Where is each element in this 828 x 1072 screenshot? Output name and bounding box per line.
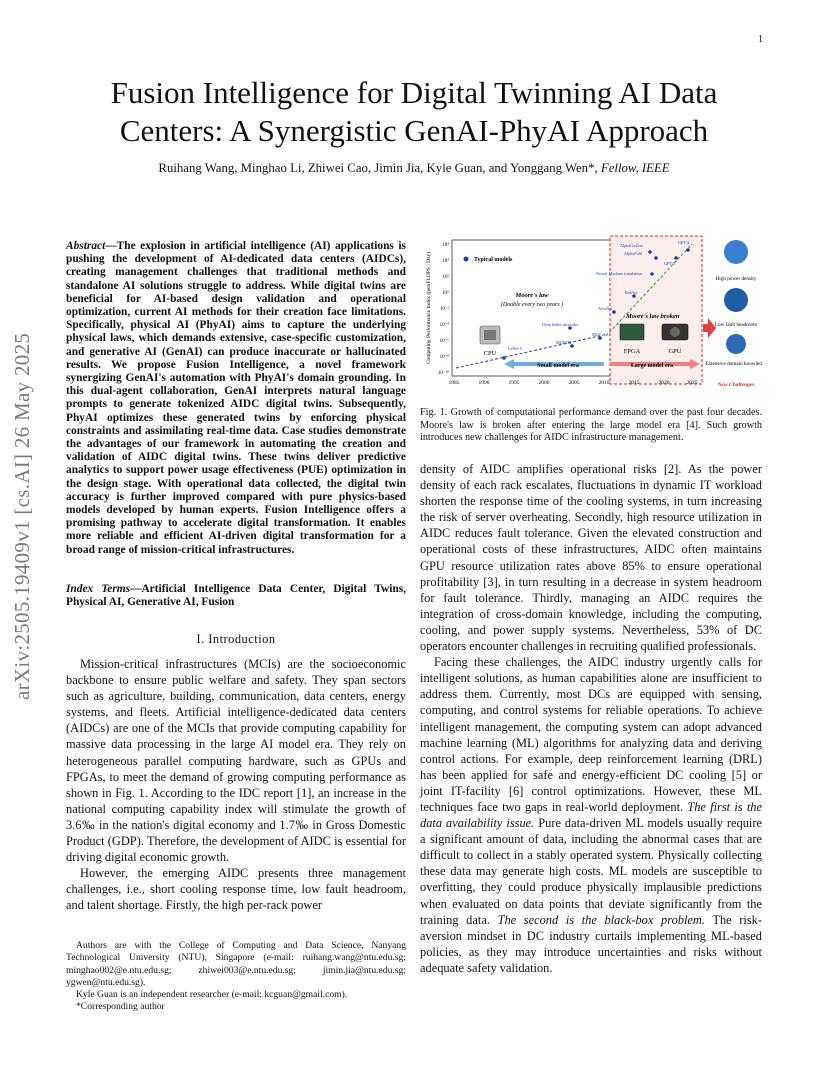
arxiv-stamp: arXiv:2505.19409v1 [cs.AI] 26 May 2025 — [10, 332, 34, 700]
data-point — [686, 248, 690, 252]
point-label: Neural Machine translation — [596, 271, 642, 276]
page-number: 1 — [758, 34, 763, 45]
y-axis-label: Computing Performance Index (petaFLOPS / Day) — [426, 251, 432, 365]
footnote-corresponding: *Corresponding author — [76, 1001, 165, 1013]
point-label: MLP — [592, 332, 601, 337]
ytick: 10⁻⁸ — [439, 355, 449, 360]
author-list — [60, 161, 768, 176]
xtick: 1990 — [478, 380, 490, 386]
small-era-label: Small model era — [537, 363, 579, 369]
right-paragraph-2-text-c: The risk-aversion mindset in DC industry curtails implementing ML-based policies, as they may introduce uncertainties and risks without adequate safety validation. — [420, 912, 762, 975]
cpu-label: CPU — [483, 350, 497, 357]
ytick: 10⁻⁶ — [439, 339, 449, 344]
data-point — [612, 310, 616, 314]
point-label: AlphaGoZero — [620, 243, 644, 248]
point-label: AlphaFold — [624, 251, 642, 256]
right-paragraph-2-emphasis-2: The second is the black-box problem. — [497, 912, 705, 927]
legend-label: Typical models — [474, 257, 513, 263]
index-terms — [66, 583, 406, 609]
ytick: 10⁴ — [442, 243, 449, 248]
ytick: 10⁰ — [441, 291, 449, 296]
fpga-icon — [620, 324, 644, 340]
data-point — [654, 256, 658, 260]
fpga-label: FPGA — [623, 348, 641, 355]
index-terms-label: Index Terms — [66, 583, 131, 595]
challenge-label: Extensive domain knowledge — [705, 361, 762, 367]
gpu-fan-icon — [670, 327, 680, 337]
right-paragraph-2-emphasis-1: The first is the data availability issue. — [420, 799, 762, 831]
figure-1 — [420, 234, 762, 394]
data-point — [502, 356, 506, 360]
abstract — [66, 240, 406, 557]
abstract-label: Abstract — [66, 240, 106, 252]
legend-marker — [464, 257, 469, 262]
domain-knowledge-icon — [726, 334, 746, 354]
xtick: 1985 — [448, 380, 460, 386]
moore-subtitle: (Double every two years ) — [500, 302, 564, 308]
ytick: 10⁴ — [442, 259, 449, 264]
large-era-label: Large model era — [630, 363, 674, 369]
cpu-icon-core — [484, 330, 496, 340]
intro-paragraph-2: However, the emerging AIDC presents three management challenges, i.e., short cooling response time, low fault headroom, and talent shortage. Firstly, the high per-rack power — [66, 866, 406, 913]
ytick: 10⁻⁴ — [439, 323, 449, 328]
author-fellow: Fellow, IEEE — [600, 161, 670, 175]
ytick: 10⁻² — [439, 307, 449, 312]
moore-broken-label: Moore's law broken — [626, 313, 680, 320]
data-point — [674, 256, 678, 260]
paper-title: Fusion Intelligence for Digital Twinning AI Data Centers: A Synergistic GenAI-PhyAI Approach — [110, 75, 718, 148]
xtick: 2020 — [658, 380, 670, 386]
footnote-affiliation: Authors are with the College of Computing and Data Science, Nanyang Technological University (NTU), Singapore (e-mail: ruihang.wang@ntu.edu.sg; minghao002@e.ntu.edu.sg; zhiwei003@e.ntu.edu.sg; jimin.jia@ntu.edu.sg; ygwen@ntu.edu.sg). — [66, 940, 406, 988]
point-label: MLBTM — [556, 340, 572, 345]
xtick: 1995 — [508, 380, 520, 386]
right-paragraph-2-text-b: Pure data-driven ML models usually require a significant amount of data, including the abnormal cases that are difficult to collect in a stably operated system. Physically collecting these data may generate high costs. ML models are susceptible to overfitting, they could produce physically implausible predictions when evaluated on data points that deviate significantly from the training data. — [420, 816, 762, 927]
section-heading: I. Introduction — [196, 632, 276, 646]
right-paragraph-2 — [420, 654, 762, 976]
xtick: 2025 — [686, 380, 698, 386]
point-label: Deep belief networks — [542, 322, 578, 327]
intro-paragraph-1: Mission-critical infrastructures (MCIs) are the socioeconomic backbone to ensure public welfare and safety. They span sectors such as agriculture, building, communication, data centers, energy systems, and fleets. Artificial intelligence-dedicated data centers (AIDCs) are one of the MCIs that provide computing capability for massive data processing in the large AI model era. They rely on heterogeneous parallel computing hardware, such as GPUs and FPGAs, to meet the demand of growing computing performance as shown in Fig. 1. According to the IDC report [1], an increase in the national computing capability index will stimulate the growth of 3.6‰ in the nation's digital economy and 1.7‰ in Gross Domestic Product (GDP). Therefore, the development of AIDC is essential for driving digital economic growth. — [66, 657, 406, 865]
xtick: 2000 — [538, 380, 550, 386]
fault-headroom-icon — [724, 288, 748, 312]
ytick: 10² — [442, 275, 449, 280]
xtick: 2015 — [628, 380, 640, 386]
point-label: LeNet-5 — [508, 346, 522, 351]
challenge-arrow-icon — [703, 318, 716, 338]
moore-title: Moore's law — [515, 292, 549, 299]
data-point — [650, 272, 654, 276]
point-label: ResNet — [625, 290, 638, 295]
point-label: GPT-4 — [678, 240, 690, 245]
abstract-text: —The explosion in artificial intelligence (AI) applications is pushing the development of AI-dedicated data centers (AIDCs), creating management challenges that traditional methods and standalone AI solutions struggle to address. While digital twins are beneficial for AI-based design validation and operational optimization, current AI methods for their creation face limitations. Specifically, physical AI (PhyAI) aims to capture the underlying physical laws, which demands extensive, case-specific customization, and generative AI (GenAI) can produce inaccurate or hallucinated results. We propose Fusion Intelligence, a novel framework synergizing GenAI's automation with PhyAI's domain grounding. In this dual-agent collaboration, GenAI interprets natural language prompts to generate tokenized AIDC digital twins. Subsequently, PhyAI optimizes these generated twins by enforcing physical constraints and assimilating real-time data. Case studies demonstrate the advantages of our framework in automating the creation and validation of AIDC digital twins. These twins deliver predictive analytics to support power usage effectiveness (PUE) optimization in the design stage. With operational data collected, the digital twin accuracy is further improved compared with pure physics-based models developed by human experts. Fusion Intelligence offers a promising pathway to accelerate digital transformation. It enables more reliable and efficient AI-driven digital transformation for a broad range of mission-critical infrastructures. — [66, 240, 406, 556]
point-label: AlexNet — [598, 306, 613, 311]
intro-left-column — [66, 656, 406, 914]
gpu-label: GPU — [668, 348, 682, 355]
footnotes — [66, 940, 406, 1014]
point-label: GPT-3 — [664, 261, 676, 266]
right-paragraph-1: density of AIDC amplifies operational risks [2]. As the power density of each rack escalates, fluctuations in dynamic IT workload shorten the response time of the cooling systems, in turn increasing the risk of server overheating. Secondly, high resource utilization in AIDC reduces fault tolerance. Given the elevated construction and operational costs of these infrastructures, AIDC often maintains GPU resource utilization rates above 85% to ensure operational profitability [3], in turn resulting in a decrease in system headroom for fault tolerance. Thirdly, managing an AIDC requires the integration of cross-domain knowledge, including the computing, cooling, and power supply systems. Nevertheless, 53% of DC operators encounter challenges in recruiting qualified professionals. — [420, 462, 762, 654]
right-paragraph-2-text-a: Facing these challenges, the AIDC industry urgently calls for intelligent solutions, as human capabilities alone are insufficient to address them. Currently, most DCs are equipped with sensing, computing, and control systems for reliable operations. To achieve intelligent management, the computing system can adopt advanced machine learning (ML) algorithms for analyzing data and deriving control actions. For example, deep reinforcement learning (DRL) has been applied for safe and energy-efficient DC cooling [5] or joint IT-facility [6] control optimizations. However, these ML techniques face two gaps in real-world deployment. — [420, 655, 762, 814]
intro-right-column — [420, 461, 762, 976]
figure-caption: Fig. 1. Growth of computational performance demand over the past four decades. Moore's law is broken after entering the large model era [4]. Such growth introduces new challenges for AIDC infrastructure management. — [420, 407, 762, 444]
new-challenges-label: New Challenges — [717, 382, 755, 388]
xtick: 2010 — [598, 380, 610, 386]
author-names: Ruihang Wang, Minghao Li, Zhiwei Cao, Jimin Jia, Kyle Guan, and Yonggang Wen*, — [158, 161, 598, 175]
xtick: 2005 — [568, 380, 580, 386]
data-point — [648, 250, 652, 254]
footnote-guan: Kyle Guan is an independent researcher (e-mail: kcguan@gmail.com). — [76, 989, 348, 1001]
challenge-label: Low fault headroom — [714, 322, 758, 328]
challenge-label: High power density — [715, 276, 757, 282]
index-terms-text: —Artificial Intelligence Data Center, Digital Twins, Physical AI, Generative AI, Fusion — [66, 583, 406, 609]
ytick: 10⁻¹⁰ — [437, 371, 449, 376]
power-density-icon — [724, 240, 748, 264]
